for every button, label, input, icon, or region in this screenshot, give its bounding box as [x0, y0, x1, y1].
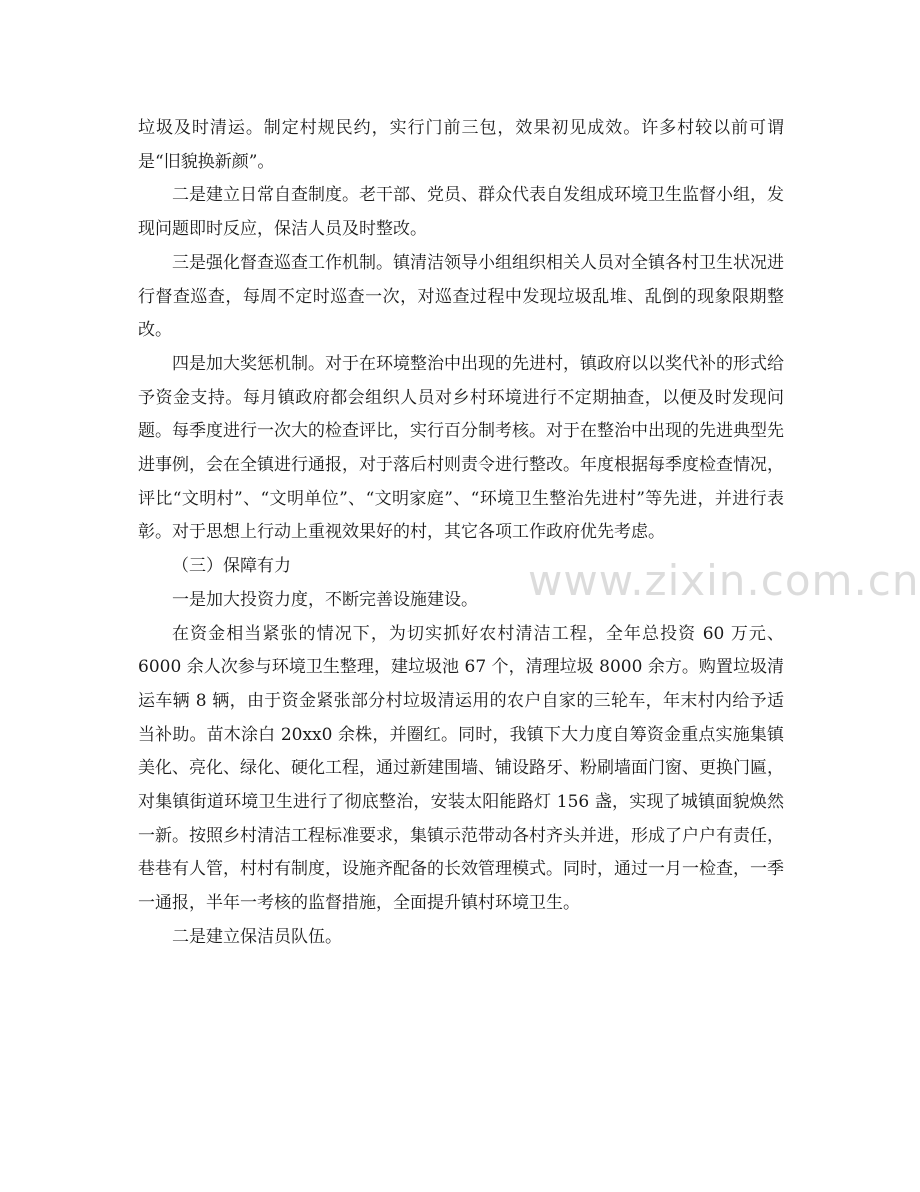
paragraph-investment-heading: 一是加大投资力度，不断完善设施建设。 — [172, 589, 478, 610]
paragraph-rewards: 四是加大奖惩机制。对于在环境整治中出现的先进村，镇政府以以奖代补的形式给予资金支持。每月镇政府都会组织人员对乡村环境进行不定期抽查，以便及时发现问题。每季度进行一次大的检查评比，实行百分制考核。对于在整治中出现的先进典型先进事例，会在全镇进行通报，对于落后村则责令进行整改。年度根据每季度检查情况，评比“文明村”、“文明单位”、“文明家庭”、“环境卫生整治先进村”等先进，并进行表彰。对于思想上行动上重视效果好的村，其它各项工作政府优先考虑。 — [138, 353, 784, 543]
watermark: www.zixin.com.cn — [528, 556, 920, 605]
paragraph-continuation: 垃圾及时清运。制定村规民约，实行门前三包，效果初见成效。许多村较以前可谓是“旧貌换新颜”。 — [138, 118, 784, 172]
paragraph-cleaning-staff: 二是建立保洁员队伍。 — [172, 926, 342, 947]
document-body — [138, 112, 784, 955]
section-heading-guarantee: （三）保障有力 — [172, 556, 291, 577]
paragraph-investment-details: 在资金相当紧张的情况下，为切实抓好农村清洁工程，全年总投资 60 万元、6000 余人次参与环境卫生整理，建垃圾池 67 个，清理垃圾 8000 余方。购置垃圾清运车辆 8 辆，由于资金紧张部分村垃圾清运用的农户自家的三轮车，年末村内给予适当补助。苗木涂白 20xx0 余株，并圈红。同时，我镇下大力度自筹资金重点实施集镇美化、亮化、绿化、硬化工程，通过新建围墙、铺设路牙、粉刷墙面门窗、更换门匾，对集镇街道环境卫生进行了彻底整治，安装太阳能路灯 156 盏，实现了城镇面貌焕然一新。按照乡村清洁工程标准要求，集镇示范带动各村齐头并进，形成了户户有责任，巷巷有人管，村村有制度，设施齐配备的长效管理模式。同时，通过一月一检查，一季一通报，半年一考核的监督措施，全面提升镇村环境卫生。 — [138, 623, 784, 914]
paragraph-supervision: 三是强化督查巡查工作机制。镇清洁领导小组组织相关人员对全镇各村卫生状况进行督查巡查，每周不定时巡查一次，对巡查过程中发现垃圾乱堆、乱倒的现象限期整改。 — [138, 252, 784, 341]
paragraph-self-inspection: 二是建立日常自查制度。老干部、党员、群众代表自发组成环境卫生监督小组，发现问题即时反应，保洁人员及时整改。 — [138, 185, 784, 240]
